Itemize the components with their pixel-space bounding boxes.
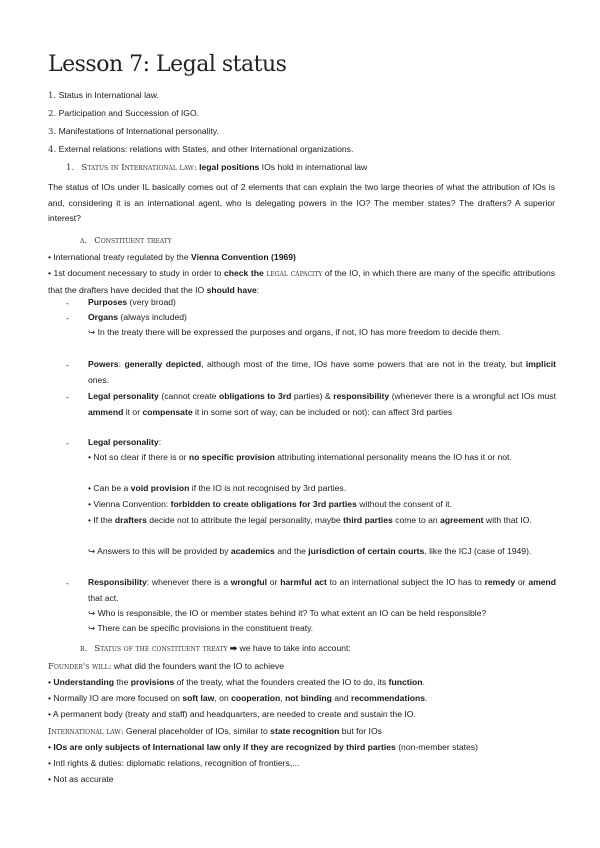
bullet-item: • Not as accurate — [48, 774, 114, 784]
list-item: Purposes (very broad) — [88, 297, 176, 307]
paragraph: Founder's will: what did the founders want the IO to achieve — [48, 661, 284, 672]
outline-item: 3. Manifestations of International personality. — [48, 126, 219, 137]
list-dash: - — [66, 298, 69, 308]
list-item: Responsibility: whenever there is a wrongful or harmful act to an international subject the IO has to remedy or amend that act. — [88, 577, 557, 603]
paragraph: • 1st document necessary to study in order to check the legal capacity of the IO, in which there are many of the specific attributions that the drafters have decided that the IO should have: — [48, 268, 556, 295]
list-bullet: • If the drafters decide not to attribute the legal personality, maybe third parties come to an agreement with that IO. — [88, 515, 532, 525]
bullet-item: • Normally IO are more focused on soft law, on cooperation, not binding and recommendations. — [48, 693, 428, 703]
outline-item: 2. Participation and Succession of IGO. — [48, 108, 200, 119]
bullet-item: • Intl rights & duties: diplomatic relations, recognition of frontiers,... — [48, 758, 300, 768]
list-note: ↪ There can be specific provisions in the constituent treaty. — [88, 623, 314, 633]
list-note: ↪ In the treaty there will be expressed the purposes and organs, if not, IO has more freedom to decide them. — [88, 327, 502, 337]
outline-item: 4. External relations: relations with States, and other International organizations. — [48, 144, 354, 155]
subsection-heading: a. Constituent treaty — [80, 236, 172, 246]
subsection-heading: b. Status of the constituent treaty ➡ we have to take into account: — [80, 643, 351, 654]
list-dash: - — [66, 313, 69, 323]
paragraph: International law: General placeholder of IOs, similar to state recognition but for IOs — [48, 726, 382, 737]
list-item: Legal personality (cannot create obligations to 3rd parties) & responsibility (whenever there is a wrongful act IOs must ammend it or compensate it in some sort of way, can be included or not): can affect 3rd parties — [88, 391, 556, 417]
list-bullet: • Can be a void provision if the IO is not recognised by 3rd parties. — [88, 483, 347, 493]
list-bullet: • Not so clear if there is or no specific provision attributing international personality means the IO has it or not. — [88, 452, 512, 462]
list-dash: - — [66, 392, 69, 402]
outline-item: 1. Status in International law. — [48, 90, 159, 101]
list-dash: - — [66, 438, 69, 448]
arrow-icon: ➡ — [229, 643, 238, 653]
list-dash: - — [66, 578, 69, 588]
list-item: Legal personality: — [88, 437, 162, 447]
list-note: ↪ Answers to this will be provided by academics and the jurisdiction of certain courts, like the ICJ (case of 1949). — [88, 546, 532, 556]
list-item: Powers: generally depicted, although most of the time, IOs have some powers that are not in the treaty, but implicit ones. — [88, 359, 556, 385]
bullet-item: • A permanent body (treaty and staff) and headquarters, are needed to create and sustain the IO. — [48, 709, 416, 719]
paragraph: • International treaty regulated by the Vienna Convention (1969) — [48, 252, 296, 262]
bullet-item: • Understanding the provisions of the treaty, what the founders created the IO to do, its function. — [48, 677, 425, 687]
list-item: Organs (always included) — [88, 312, 187, 322]
section-intro: The status of IOs under IL basically comes out of 2 elements that can explain the two large theories of what the attribution of IOs is and, considering it is an international agent, who is delegating powers in the IO? The member states? The drafters? A superior interest? — [48, 182, 555, 223]
list-note: ↪ Who is responsible, the IO or member states behind it? To what extent an IO can be held responsible? — [88, 608, 487, 618]
section-heading: 1. Status in International law: legal positions IOs hold in international law — [66, 162, 368, 173]
page-title: Lesson 7: Legal status — [48, 52, 287, 77]
bullet-item: • IOs are only subjects of International law only if they are recognized by third parties (non-member states) — [48, 742, 478, 752]
list-bullet: • Vienna Convention: forbidden to create obligations for 3rd parties without the consent of it. — [88, 499, 452, 509]
list-dash: - — [66, 360, 69, 370]
